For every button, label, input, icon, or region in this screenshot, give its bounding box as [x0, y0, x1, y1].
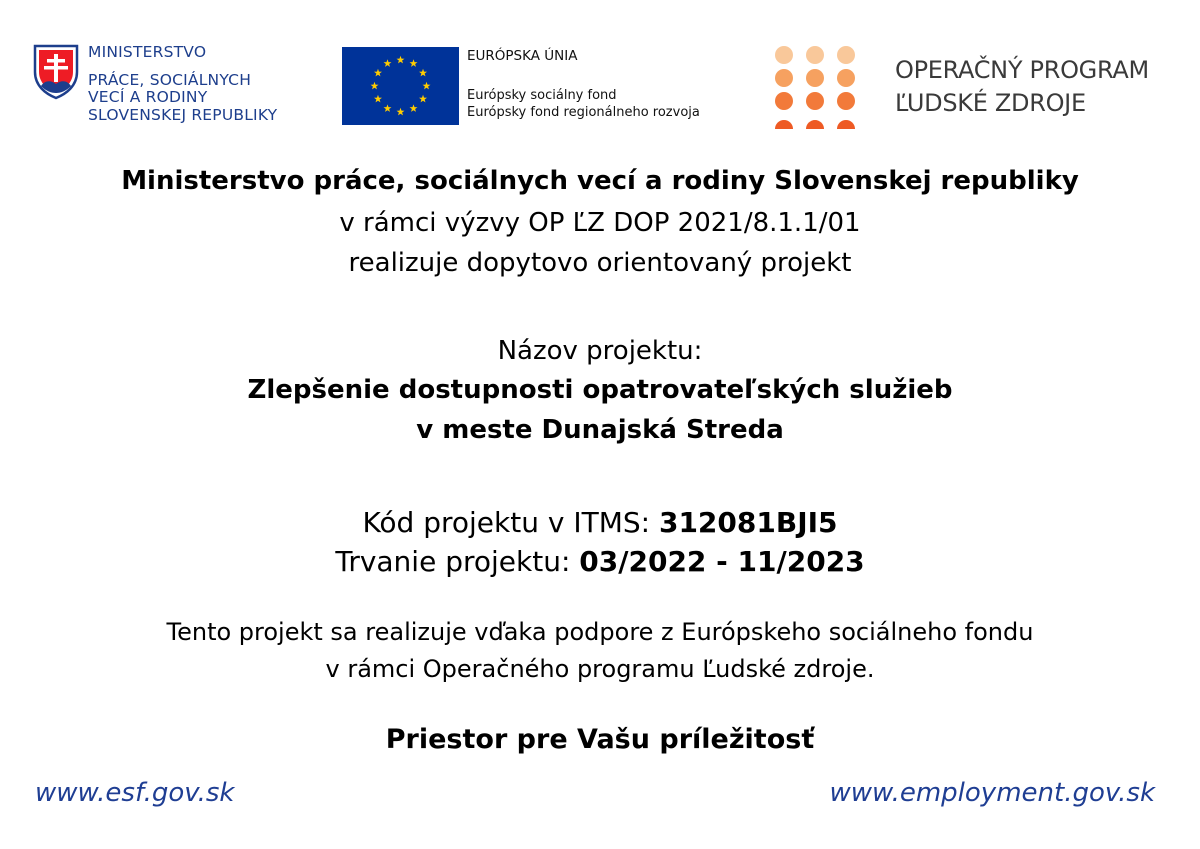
eu-logo-fund1: Európsky sociálny fond — [467, 88, 617, 103]
op-logo-line2: ĽUDSKÉ ZDROJE — [895, 89, 1086, 117]
project-code-label: Kód projektu v ITMS: — [362, 506, 659, 539]
project-name-line1: Zlepšenie dostupnosti opatrovateľských služieb — [247, 375, 953, 405]
eu-logo-title: EURÓPSKA ÚNIA — [467, 48, 578, 64]
project-name-line2: v meste Dunajská Streda — [416, 415, 784, 445]
logo-header — [0, 0, 1200, 140]
project-name-label: Názov projektu: — [497, 336, 703, 366]
support-line1: Tento projekt sa realizuje vďaka podpore z Európskeho sociálneho fondu — [166, 618, 1034, 646]
slogan: Priestor pre Vašu príležitosť — [385, 724, 815, 755]
eu-logo-fund2: Európsky fond regionálneho rozvoja — [467, 105, 700, 120]
footer-link-esf[interactable]: www.esf.gov.sk — [35, 778, 235, 808]
ministry-logo-line3: VECÍ A RODINY — [88, 88, 208, 106]
project-code — [0, 506, 1200, 539]
ministry-logo-line4: SLOVENSKEJ REPUBLIKY — [88, 105, 278, 124]
support-line2: v rámci Operačného programu Ľudské zdroje. — [325, 655, 875, 683]
ministry-logo-text — [88, 44, 277, 124]
ministry-logo-line2: PRÁCE, SOCIÁLNYCH — [88, 70, 252, 89]
op-logo-line1: OPERAČNÝ PROGRAM — [895, 56, 1149, 84]
project-duration-value: 03/2022 - 11/2023 — [579, 545, 865, 578]
footer-link-employment[interactable]: www.employment.gov.sk — [829, 778, 1155, 808]
heading-realizes: realizuje dopytovo orientovaný projekt — [348, 248, 852, 278]
ministry-logo-line1: MINISTERSTVO — [88, 43, 207, 61]
project-code-value: 312081BJI5 — [658, 506, 838, 539]
heading-call: v rámci výzvy OP ĽZ DOP 2021/8.1.1/01 — [339, 208, 861, 238]
op-logo-text — [895, 54, 1149, 120]
op-dots-icon — [773, 45, 859, 129]
slovak-coat-of-arms-icon — [33, 44, 79, 100]
eu-logo-text — [467, 48, 700, 121]
eu-flag-icon — [342, 47, 459, 125]
heading-ministry: Ministerstvo práce, sociálnych vecí a rodiny Slovenskej republiky — [121, 166, 1079, 196]
project-duration — [0, 545, 1200, 578]
project-duration-label: Trvanie projektu: — [335, 545, 580, 578]
